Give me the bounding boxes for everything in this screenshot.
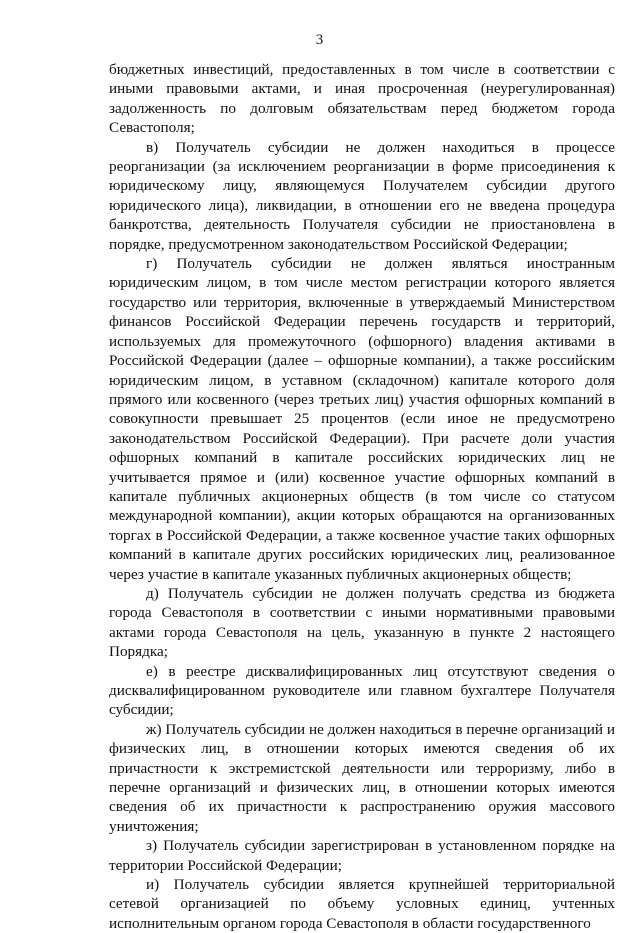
paragraph-item-z: з) Получатель субсидии зарегистрирован в установленном порядке на территории Российской Федерации; (109, 837, 615, 874)
document-body (109, 60, 615, 933)
paragraph-item-i: и) Получатель субсидии является крупнейшей территориальной сетевой организацией по объему условных единиц, учтенных исполнительным органом города Севастополя в области государственного (109, 876, 615, 932)
paragraph-item-d: д) Получатель субсидии не должен получать средства из бюджета города Севастополя в соответствии с иными нормативными правовыми актами города Севастополя на цель, указанную в пункте 2 настоящего Порядка; (109, 584, 615, 661)
paragraph-item-g: г) Получатель субсидии не должен являться иностранным юридическим лицом, в том числе местом регистрации которого является государство или территория, включенные в утверждаемый Министерством финансов Российской Федерации перечень государств и территорий, используемых для промежуточного (офшорного) владения активами в Российской Федерации (далее – офшорные компании), а также российским юридическим лицом, в уставном (складочном) капитале которого доля прямого или косвенного (через третьих лиц) участия офшорных компаний в совокупности превышает 25 процентов (если иное не предусмотрено законодательством Российской Федерации). При расчете доли участия офшорных компаний в капитале российских юридических лиц не учитывается прямое и (или) косвенное участие офшорных компаний в капитале публичных акционерных обществ (в том числе со статусом международной компании), акции которых обращаются на организованных торгах в Российской Федерации, а также косвенное участие таких офшорных компаний в капитале других российских юридических лиц, реализованное через участие в капитале указанных публичных акционерных обществ; (109, 255, 615, 583)
page-number: 3 (315, 32, 324, 48)
paragraph-item-zh: ж) Получатель субсидии не должен находиться в перечне организаций и физических лиц, в отношении которых имеются сведения об их причастности к экстремистской деятельности или терроризму, либо в перечне организаций и физических лиц, в отношении которых имеются сведения об их причастности к распространению оружия массового уничтожения; (109, 720, 615, 835)
paragraph-item-v: в) Получатель субсидии не должен находиться в процессе реорганизации (за исключением реорганизации в форме присоединения к юридическому лицу, являющемуся Получателем субсидии другого юридического лица), ликвидации, в отношении его не введена процедура банкротства, деятельность Получателя субсидии не приостановлена в порядке, предусмотренном законодательством Российской Федерации; (109, 138, 615, 253)
paragraph-continuation: бюджетных инвестиций, предоставленных в том числе в соответствии с иными правовыми актами, и иная просроченная (неурегулированная) задолженность по долговым обязательствам перед бюджетом города Севастополя; (109, 61, 615, 137)
paragraph-item-e: е) в реестре дисквалифицированных лиц отсутствуют сведения о дисквалифицированном руководителе или главном бухгалтере Получателя субсидии; (109, 662, 615, 719)
